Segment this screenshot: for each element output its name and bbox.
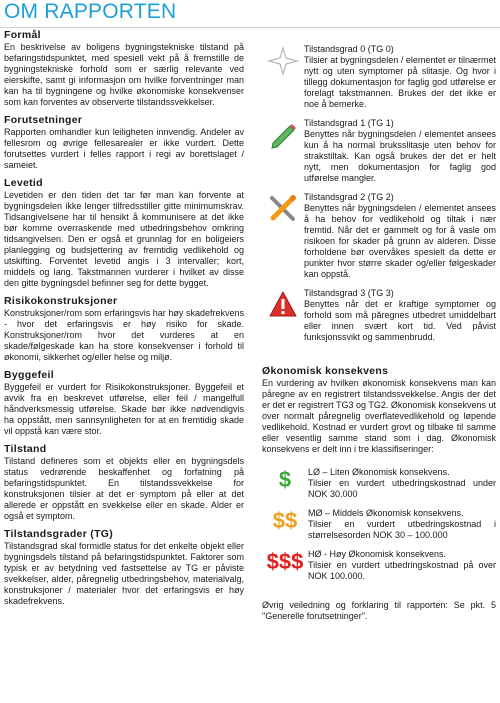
section-text: Tilstand defineres som et objekts eller en bygningsdels status vedrørende beskaffenhet og forfatning på befaringstidspunktet. En tilstandssvekkelse for konstruksjonen tilsier at det er symptom på eller at det allerede er oppstått en svekkelse eller en skade. Alder er også et symptom. bbox=[4, 456, 244, 521]
warning-icon bbox=[262, 288, 304, 343]
consequence-title: HØ - Høy Økonomisk konsekvens. bbox=[308, 549, 447, 559]
tg-text: Tilsier at bygningsdelen / elementet er tilnærmet nytt og uten symptomer på slitasje. Og hvor i tillegg dokumentasjon for faglig god utførelse er forelagt takstmannen. Brukes der det ikke er noe å bemerke. bbox=[304, 55, 496, 109]
tools-icon bbox=[262, 192, 304, 280]
dollar-icon: $$$ bbox=[266, 549, 304, 574]
section-text: En beskrivelse av boligens bygningstekniske tilstand på befaringstidspunktet, med spesiell vekt på å fremstille de bygningstekniske forhold som er særlig relevante ved eierskifte, samt gi informasjon om hvilke forventninger man kan ha til bygningene og hvilke økonomiske konsekvenser som kan forventes av observerte tilstandssvekkelser. bbox=[4, 42, 244, 107]
pencil-icon bbox=[262, 118, 304, 184]
tg2-block bbox=[262, 192, 496, 280]
consequence-medium bbox=[262, 508, 496, 541]
bright-sparkle-icon bbox=[262, 44, 304, 110]
section-byggefeil bbox=[4, 369, 244, 437]
section-heading: Tilstandsgrader (TG) bbox=[4, 528, 114, 540]
tg3-block bbox=[262, 288, 496, 343]
tg0-block bbox=[262, 44, 496, 110]
section-text: En vurdering av hvilken økonomisk konsekvens man kan påregne av en registrert tilstandssvekkelse. Angis der det er det er registrert TG3 og TG2. Økonomisk konsekvens ut over normalt påregnelig overflatevedlikehold og løpende vedlikehold. Kostnad er vurdert grovt og tilbake til samme eller vesentlig samme stand som i dag. Økonomisk konsekvens er delt inn i tre klassifiseringer: bbox=[262, 378, 496, 454]
dollar-icon: $$ bbox=[272, 508, 298, 533]
tg-title: Tilstandsgrad 1 (TG 1) bbox=[304, 118, 394, 128]
dollar-icon: $ bbox=[278, 467, 292, 492]
tg-text: Benyttes når bygningsdelen / elementet ansees å ha behov for vedlikehold og tiltak i nær fremtid. Når det er gammelt og for å vasle om risikoen for skader på grunn av alderen. Disse forholdene bør overvåkes spesielt da dette er punkter hvor større skader og/eller følgeskader kan oppstå. bbox=[304, 203, 496, 279]
section-heading: Forutsetninger bbox=[4, 114, 83, 126]
right-column bbox=[262, 44, 496, 622]
consequence-low bbox=[262, 467, 496, 500]
consequence-text: Tilsier en vurdert utbedringskostnad i størrelsesorden NOK 30 – 100.000 bbox=[308, 519, 496, 540]
section-text: Levetiden er den tiden det tar før man kan forvente at bygningsdelen ikke lenger tilfredsstiller gitte minimumskrav. Tidsangivelsene har til hensikt å kommunisere at det ikke bør komme overraskende med utbedringsbehov omkring tidsangivelsen. Den er også et grunnlag for en boligeiers planlegging og budsjettering av fremtidig vedlikehold og utskifting. Forventet levetid angis i 3 intervaller; kort, middels og lang. Takstmannen vurderer i hvilket av disse den gitte bygningsdel befinner seg for dette bygget. bbox=[4, 190, 244, 288]
section-heading: Formål bbox=[4, 29, 41, 41]
tg-text: Benyttes når det er kraftige symptomer og forhold som må păregnes utbedret umiddelbart eller innen svært kort tid. Ved påvist funksjonssvikt og sammenbrudd. bbox=[304, 299, 496, 342]
tg-text: Benyttes når bygningsdelen / elementet ansees kun å ha normal bruksslitasje uten behov for strakstiltak. Kan også brukes der det er helt nytt, men dokumentasjon for faglig god utførelse mangler. bbox=[304, 129, 496, 183]
section-heading: Risikokonstruksjoner bbox=[4, 295, 118, 307]
tg1-block bbox=[262, 118, 496, 184]
section-text: Rapporten omhandler kun leiligheten innvendig. Andeler av fellesrom og øvrige fellesarealer er ikke vurdert. Dette forutsettes vurdert i felles rapport i regi av borettslaget / sameiet. bbox=[4, 127, 244, 170]
section-text: Tilstandsgrad skal formidle status for det enkelte objekt eller bygningsdels tilstand på befaringstidspunktet. Faktorer som typisk er av betydning ved fastsettelse av TG er påviste svekkelser, alder, påregnelig utbedringsbehov, materialvalg, konstruksjoner / materialer hvor det erfaringsvis er høy skadefrekvens. bbox=[4, 541, 244, 606]
tg-title: Tilstandsgrad 0 (TG 0) bbox=[304, 44, 394, 54]
consequence-text: Tilsier en vurdert utbedringskostnad under NOK 30.000 bbox=[308, 478, 496, 499]
consequence-title: LØ – Liten Økonomisk konsekvens. bbox=[308, 467, 450, 477]
section-text: Konstruksjoner/rom som erfaringsvis har høy skadefrekvens - hvor det erfaringsvis er høy risiko for skade. Konstruksjoner/rom hvor det vurderes at en skade/følgeskade kan ha store konsekvenser i forhold til økonomi, sikkerhet og/eller helse og miljø. bbox=[4, 308, 244, 362]
consequence-text: Tilsier en vurdert utbedringskostnad på over NOK 100.000. bbox=[308, 560, 496, 581]
section-okonomisk-konsekvens bbox=[262, 365, 496, 455]
section-levetid bbox=[4, 177, 244, 289]
section-heading: Byggefeil bbox=[4, 369, 54, 381]
section-text: Byggefeil er vurdert for Risikokonstruksjoner. Byggefeil et avvik fra en beskrevet utførelse, eller feil / mangelfull håndverksmessig utførelse. Skade bør ikke nødvendigvis ha oppstått, men sannsynligheten for at en fremtidig skade vil oppstå kan være stor. bbox=[4, 382, 244, 436]
page-title: OM RAPPORTEN bbox=[4, 0, 177, 23]
section-tilstandsgrader bbox=[4, 528, 244, 607]
section-forutsetninger bbox=[4, 114, 244, 171]
section-heading: Tilstand bbox=[4, 443, 47, 455]
section-heading: Levetid bbox=[4, 177, 43, 189]
section-risikokonstruksjoner bbox=[4, 295, 244, 363]
left-column bbox=[4, 29, 244, 613]
tg-title: Tilstandsgrad 3 (TG 3) bbox=[304, 288, 394, 298]
section-heading: Økonomisk konsekvens bbox=[262, 365, 389, 377]
title-divider bbox=[0, 27, 500, 28]
consequence-title: MØ – Middels Økonomisk konsekvens. bbox=[308, 508, 464, 518]
tg-title: Tilstandsgrad 2 (TG 2) bbox=[304, 192, 394, 202]
section-tilstand bbox=[4, 443, 244, 522]
footer-note: Øvrig veiledning og forklaring til rapporten: Se pkt. 5 "Generelle forutsetninger". bbox=[262, 600, 496, 621]
section-formal bbox=[4, 29, 244, 108]
consequence-high bbox=[262, 549, 496, 582]
